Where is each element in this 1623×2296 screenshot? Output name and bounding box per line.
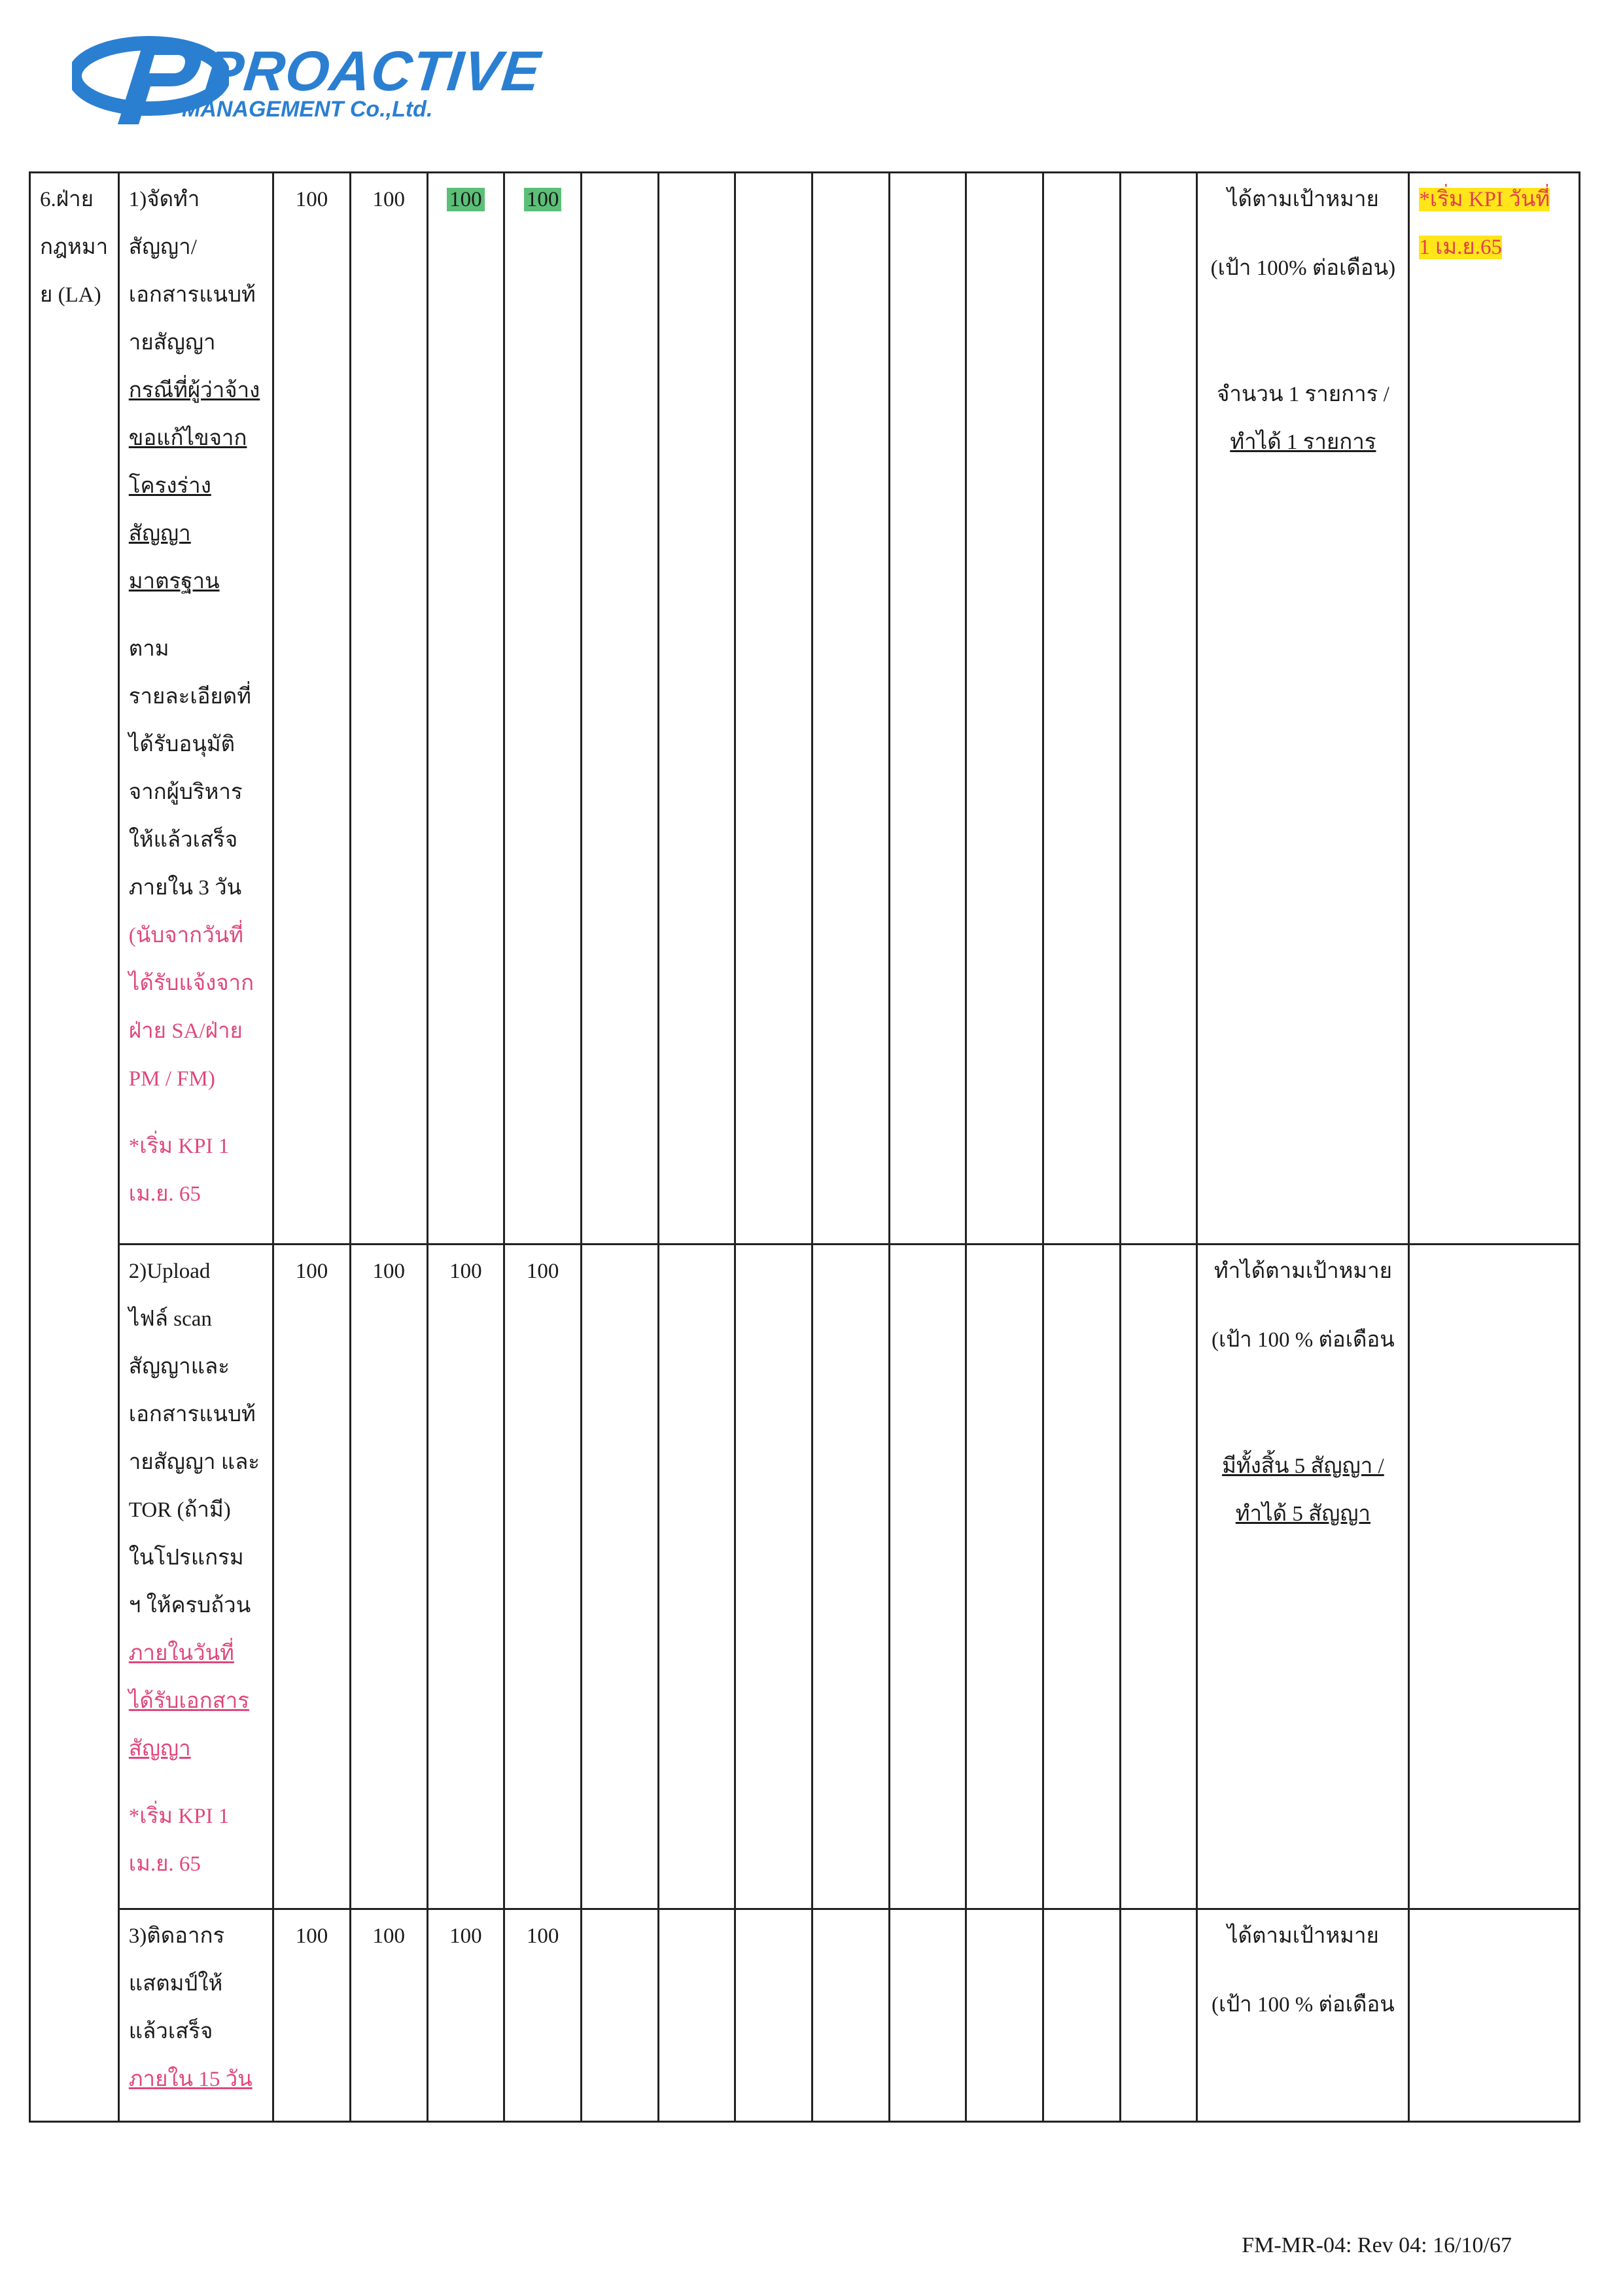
task-text: รายละเอียดที่ bbox=[128, 685, 251, 709]
kpi-start-note: เม.ย. 65 bbox=[128, 1182, 201, 1206]
kpi-start-note: เม.ย. 65 bbox=[128, 1852, 201, 1876]
spacer bbox=[1204, 292, 1401, 371]
task-text: สัญญา/ bbox=[128, 236, 197, 259]
month-value-cell bbox=[350, 1909, 427, 2122]
table-row bbox=[30, 173, 1580, 1245]
note-cell bbox=[1409, 1909, 1580, 2122]
task-text: ให้แล้วเสร็จ bbox=[128, 828, 238, 852]
month-value-cell bbox=[1043, 1245, 1121, 1909]
result-text: ทำได้ตามเป้าหมาย bbox=[1213, 1260, 1392, 1283]
month-value-cell bbox=[812, 173, 890, 1245]
task-text: จากผู้บริหาร bbox=[128, 781, 243, 804]
kpi-start-highlight: 1 เม.ย.65 bbox=[1419, 236, 1502, 259]
result-cell bbox=[1197, 173, 1409, 1245]
month-value-cell bbox=[658, 1245, 735, 1909]
task-text: ายสัญญา bbox=[128, 331, 216, 355]
month-value-cell bbox=[658, 1909, 735, 2122]
task-text: ได้รับอนุมัติ bbox=[128, 733, 236, 756]
form-code: FM-MR-04: Rev 04: 16/10/67 bbox=[1242, 2233, 1512, 2257]
month-value-cell bbox=[1120, 1909, 1197, 2122]
result-cell bbox=[1197, 1909, 1409, 2122]
task-text: ตาม bbox=[128, 637, 169, 661]
month-value-cell bbox=[273, 1245, 351, 1909]
month-value-cell bbox=[1120, 1245, 1197, 1909]
task-deadline: สัญญา bbox=[128, 1737, 191, 1761]
task-condition: สัญญา bbox=[128, 522, 191, 546]
result-text: ได้ตามเป้าหมาย bbox=[1227, 1924, 1379, 1948]
task-condition: มาตรฐาน bbox=[128, 570, 220, 593]
month-value: 100 bbox=[449, 1260, 482, 1283]
month-value-cell bbox=[504, 1245, 582, 1909]
month-value-cell bbox=[889, 1245, 966, 1909]
month-value-cell bbox=[1043, 173, 1121, 1245]
month-value-cell bbox=[504, 1909, 582, 2122]
task-deadline: ภายในวันที่ bbox=[128, 1642, 234, 1665]
task-cell bbox=[118, 1245, 273, 1909]
task-text: ฯ ให้ครบถ้วน bbox=[128, 1594, 251, 1617]
table-row bbox=[30, 1909, 1580, 2122]
kpi-table bbox=[29, 171, 1580, 2123]
task-note: ฝ่าย SA/ฝ่าย bbox=[128, 1019, 243, 1043]
company-logo bbox=[72, 26, 544, 131]
month-value-highlighted: 100 bbox=[447, 188, 485, 211]
task-deadline: ได้รับเอกสาร bbox=[128, 1689, 249, 1713]
result-target: (เป้า 100 % ต่อเดือน bbox=[1211, 1993, 1395, 2017]
result-target: (เป้า 100% ต่อเดือน) bbox=[1210, 256, 1396, 280]
spacer bbox=[1204, 1364, 1401, 1443]
month-value-cell bbox=[735, 173, 812, 1245]
result-target: (เป้า 100 % ต่อเดือน bbox=[1211, 1328, 1395, 1352]
task-text: แสตมป์ให้ bbox=[128, 1972, 223, 1996]
month-value-cell bbox=[273, 173, 351, 1245]
result-done: ทำได้ 5 สัญญา bbox=[1235, 1502, 1370, 1526]
month-value-cell bbox=[1120, 173, 1197, 1245]
month-value-cell bbox=[350, 1245, 427, 1909]
task-deadline: ภายใน 15 วัน bbox=[128, 2068, 253, 2091]
task-text: เอกสารแนบท้ bbox=[128, 283, 256, 307]
month-value: 100 bbox=[295, 1924, 328, 1948]
month-value-cell bbox=[966, 1245, 1043, 1909]
month-value-cell bbox=[889, 173, 966, 1245]
department-label: 6.ฝ่าย bbox=[40, 188, 94, 211]
kpi-start-highlight: *เริ่ม KPI วันที่ bbox=[1419, 188, 1550, 211]
kpi-start-note: *เริ่ม KPI 1 bbox=[128, 1805, 230, 1828]
task-condition: ขอแก้ไขจาก bbox=[128, 427, 247, 450]
department-label: ย (LA) bbox=[40, 283, 101, 307]
month-value-cell bbox=[581, 1245, 658, 1909]
task-text: แล้วเสร็จ bbox=[128, 2020, 213, 2043]
note-cell bbox=[1409, 173, 1580, 1245]
task-condition: กรณีที่ผู้ว่าจ้าง bbox=[128, 379, 260, 402]
month-value-cell bbox=[427, 1245, 504, 1909]
month-value: 100 bbox=[295, 188, 328, 211]
month-value: 100 bbox=[526, 1924, 559, 1948]
task-text: 3)ติดอากร bbox=[128, 1924, 225, 1948]
month-value-cell bbox=[273, 1909, 351, 2122]
brand-subname: MANAGEMENT Co.,Ltd. bbox=[182, 97, 433, 122]
month-value-cell bbox=[735, 1245, 812, 1909]
month-value: 100 bbox=[449, 1924, 482, 1948]
month-value-cell bbox=[427, 1909, 504, 2122]
task-cell bbox=[118, 1909, 273, 2122]
result-cell bbox=[1197, 1245, 1409, 1909]
brand-name: PROACTIVE bbox=[203, 40, 544, 103]
month-value: 100 bbox=[526, 1260, 559, 1283]
task-text: สัญญาและ bbox=[128, 1355, 230, 1379]
department-label: กฎหมา bbox=[40, 236, 109, 259]
result-count: จำนวน 1 รายการ / bbox=[1217, 383, 1389, 406]
table-row bbox=[30, 1245, 1580, 1909]
task-note: (นับจากวันที่ bbox=[128, 924, 243, 947]
task-note: ได้รับแจ้งจาก bbox=[128, 972, 254, 995]
task-text: ไฟล์ scan bbox=[128, 1307, 212, 1331]
month-value: 100 bbox=[372, 1924, 405, 1948]
spacer bbox=[129, 606, 266, 626]
result-done: ทำได้ 1 รายการ bbox=[1230, 431, 1376, 454]
month-value-cell bbox=[1043, 1909, 1121, 2122]
task-text: TOR (ถ้ามี) bbox=[128, 1498, 231, 1522]
result-text: ได้ตามเป้าหมาย bbox=[1227, 188, 1379, 211]
task-text: ในโปรแกรม bbox=[128, 1546, 244, 1570]
month-value-cell bbox=[966, 173, 1043, 1245]
month-value-cell bbox=[658, 173, 735, 1245]
task-cell bbox=[118, 173, 273, 1245]
result-count: มีทั้งสิ้น 5 สัญญา / bbox=[1222, 1455, 1384, 1478]
month-value-cell bbox=[427, 173, 504, 1245]
month-value: 100 bbox=[295, 1260, 328, 1283]
department-cell bbox=[30, 173, 119, 2122]
task-text: 1)จัดทำ bbox=[128, 188, 200, 211]
month-value-cell bbox=[812, 1909, 890, 2122]
task-text: เอกสารแนบท้ bbox=[128, 1403, 256, 1426]
task-condition: โครงร่าง bbox=[128, 474, 211, 498]
task-text: 2)Upload bbox=[128, 1260, 211, 1283]
month-value: 100 bbox=[372, 188, 405, 211]
spacer bbox=[129, 1773, 266, 1793]
note-cell bbox=[1409, 1245, 1580, 1909]
month-value-cell bbox=[889, 1909, 966, 2122]
task-text: ายสัญญา และ bbox=[128, 1451, 260, 1474]
month-value-cell bbox=[581, 173, 658, 1245]
spacer bbox=[129, 1103, 266, 1123]
kpi-start-note: *เริ่ม KPI 1 bbox=[128, 1135, 230, 1158]
task-note: PM / FM) bbox=[128, 1067, 215, 1091]
month-value-cell bbox=[735, 1909, 812, 2122]
month-value-cell bbox=[581, 1909, 658, 2122]
month-value-cell bbox=[966, 1909, 1043, 2122]
month-value-highlighted: 100 bbox=[524, 188, 562, 211]
month-value: 100 bbox=[372, 1260, 405, 1283]
month-value-cell bbox=[504, 173, 582, 1245]
month-value-cell bbox=[350, 173, 427, 1245]
month-value-cell bbox=[812, 1245, 890, 1909]
task-text: ภายใน 3 วัน bbox=[128, 876, 242, 900]
